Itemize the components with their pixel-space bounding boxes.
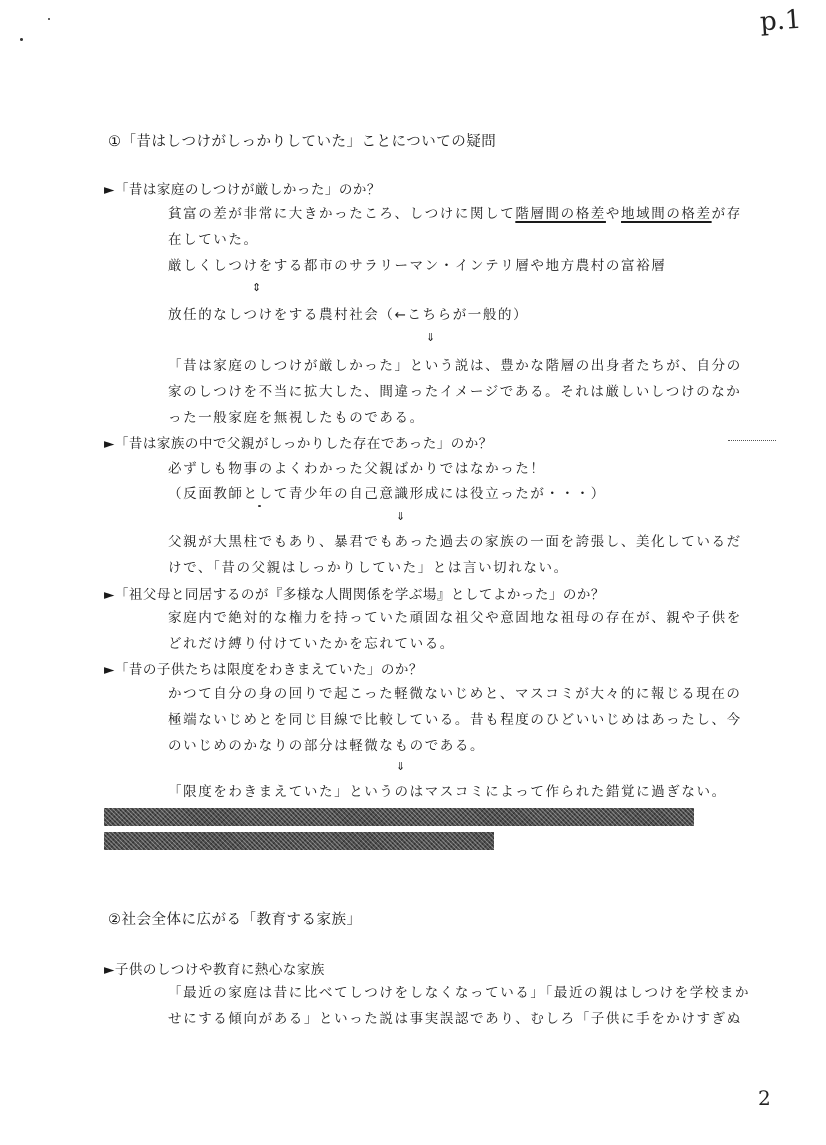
triangle-arrow-icon: ► <box>104 436 115 452</box>
q4-conclusion-1: 「限度をわきまえていた」というのはマスコミによって作られた錯覚に過ぎない。 <box>168 784 727 800</box>
q1-line-1-a: 貧富の差が非常に大きかったころ、しつけに関して <box>168 206 516 222</box>
q1-line-1-b: や <box>605 206 622 222</box>
redacted-line-2 <box>104 832 494 850</box>
section2-question-1-text: 子供のしつけや教育に熱心な家族 <box>114 962 325 978</box>
s2-line-1: 「最近の家庭は昔に比べてしつけをしなくなっている」「最近の親はしつけを学校まか <box>168 985 751 1001</box>
question-1 <box>104 178 381 198</box>
question-3 <box>104 583 605 603</box>
question-3-text: 「祖父母と同居するのが『多様な人間関係を学ぶ場』としてよかった」のか？ <box>114 587 605 603</box>
scan-speck <box>20 38 23 41</box>
question-2-text: 「昔は家族の中で父親がしっかりした存在であった」のか？ <box>114 436 493 452</box>
underlined-term-region-gap: 地域間の格差 <box>621 206 712 222</box>
q2-line-2: （反面教師として青少年の自己意識形成には役立ったが・・・） <box>168 486 606 502</box>
q1-conclusion-2: 家のしつけを不当に拡大した、間違ったイメージである。それは厳しいしつけのなか <box>168 384 742 400</box>
q1-conclusion-3: った一般家庭を無視したものである。 <box>168 410 425 426</box>
question-4-text: 「昔の子供たちは限度をわきまえていた」のか？ <box>114 662 423 678</box>
q1-line-1-c: が存 <box>711 206 742 222</box>
section2-question-1 <box>104 958 325 978</box>
q1-conclusion-1: 「昔は家庭のしつけが厳しかった」という説は、豊かな階層の出身者たちが、自分の <box>168 358 742 374</box>
section2-heading: ②社会全体に広がる「教育する家族」 <box>108 912 362 928</box>
triangle-arrow-icon: ► <box>104 662 115 678</box>
q3-line-1: 家庭内で絶対的な権力を持っていた頑固な祖父や意固地な祖母の存在が、親や子供を <box>168 610 742 626</box>
q2-line-1: 必ずしも物事のよくわかった父親ばかりではなかった！ <box>168 461 546 477</box>
question-1-text: 「昔は家庭のしつけが厳しかった」のか？ <box>114 182 381 198</box>
redacted-line-1 <box>104 808 694 826</box>
scan-dash <box>728 440 776 441</box>
down-arrow-icon: ⇓ <box>426 331 436 344</box>
s2-line-2: せにする傾向がある」といった説は事実誤認であり、むしろ「子供に手をかけすぎぬ <box>168 1011 742 1027</box>
q1-line-1 <box>168 201 742 227</box>
q4-line-1: かつて自分の身の回りで起こった軽微ないじめと、マスコミが大々的に報じる現在の <box>168 686 742 702</box>
triangle-arrow-icon: ► <box>104 182 115 198</box>
q2-conclusion-2: けで、「昔の父親はしっかりしていた」とは言い切れない。 <box>168 560 569 576</box>
section1-heading: ①「昔はしつけがしっかりしていた」ことについての疑問 <box>108 134 497 150</box>
question-2 <box>104 432 493 452</box>
down-arrow-icon: ⇓ <box>396 510 406 523</box>
q1-line-2: 在していた。 <box>168 232 259 248</box>
q1-line-3: 厳しくしつけをする都市のサラリーマン・インテリ層や地方農村の富裕層 <box>168 258 667 274</box>
page-mark: p.1 <box>759 4 803 38</box>
underlined-term-class-gap: 階層間の格差 <box>515 206 606 222</box>
q1-line-4: 放任的なしつけをする農村社会（←こちらが一般的） <box>168 307 529 323</box>
triangle-arrow-icon: ► <box>104 587 115 603</box>
q4-line-3: のいじめのかなりの部分は軽微なものである。 <box>168 738 486 754</box>
question-4 <box>104 658 423 678</box>
q4-line-2: 極端ないじめとを同じ目線で比較している。昔も程度のひどいいじめはあったし、今 <box>168 712 742 728</box>
triangle-arrow-icon: ► <box>104 962 115 978</box>
scan-speck <box>48 18 50 20</box>
updown-arrow-icon: ⇕ <box>252 281 262 294</box>
page-number: 2 <box>758 1086 771 1110</box>
down-arrow-icon: ⇓ <box>396 760 406 773</box>
q3-line-2: どれだけ縛り付けていたかを忘れている。 <box>168 636 455 652</box>
q2-conclusion-1: 父親が大黒柱でもあり、暴君でもあった過去の家族の一面を誇張し、美化しているだ <box>168 534 742 550</box>
